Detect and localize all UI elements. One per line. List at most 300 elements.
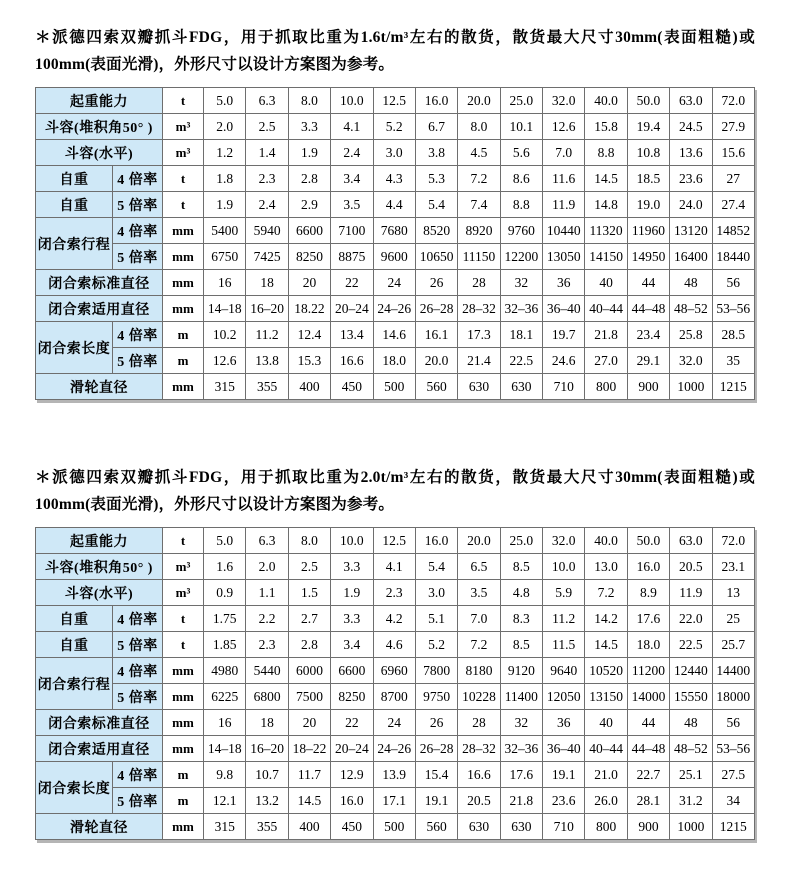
row-label: 滑轮直径 (36, 814, 163, 840)
value-cell: 1.75 (204, 606, 246, 632)
value-cell: 16.0 (415, 528, 457, 554)
value-cell: 22.7 (627, 762, 669, 788)
value-cell: 560 (415, 374, 457, 400)
value-cell: 2.3 (246, 632, 288, 658)
value-cell: 11.5 (543, 632, 585, 658)
value-cell: 9760 (500, 218, 542, 244)
row-label: 斗容(水平) (36, 140, 163, 166)
value-cell: 1215 (712, 814, 755, 840)
value-cell: 16.6 (331, 348, 373, 374)
value-cell: 4.1 (373, 554, 415, 580)
value-cell: 63.0 (670, 88, 712, 114)
value-cell: 5.3 (415, 166, 457, 192)
value-cell: 53–56 (712, 296, 755, 322)
value-cell: 26.0 (585, 788, 627, 814)
value-cell: 12.5 (373, 528, 415, 554)
value-cell: 21.8 (500, 788, 542, 814)
value-cell: 8.0 (288, 528, 330, 554)
value-cell: 44–48 (627, 296, 669, 322)
value-cell: 3.5 (331, 192, 373, 218)
value-cell: 1000 (670, 814, 712, 840)
value-cell: 13150 (585, 684, 627, 710)
value-cell: 1.9 (288, 140, 330, 166)
value-cell: 10.8 (627, 140, 669, 166)
unit-cell: t (163, 632, 204, 658)
value-cell: 17.6 (627, 606, 669, 632)
value-cell: 3.5 (458, 580, 500, 606)
value-cell: 3.3 (331, 606, 373, 632)
value-cell: 9120 (500, 658, 542, 684)
value-cell: 2.5 (288, 554, 330, 580)
value-cell: 8.3 (500, 606, 542, 632)
value-cell: 16 (204, 710, 246, 736)
value-cell: 7500 (288, 684, 330, 710)
value-cell: 11320 (585, 218, 627, 244)
value-cell: 1000 (670, 374, 712, 400)
value-cell: 13050 (543, 244, 585, 270)
value-cell: 8250 (331, 684, 373, 710)
value-cell: 0.9 (204, 580, 246, 606)
value-cell: 5.1 (415, 606, 457, 632)
value-cell: 35 (712, 348, 755, 374)
row-sublabel: 5 倍率 (113, 788, 163, 814)
value-cell: 25 (712, 606, 755, 632)
value-cell: 3.8 (415, 140, 457, 166)
value-cell: 27.9 (712, 114, 755, 140)
value-cell: 1215 (712, 374, 755, 400)
value-cell: 11200 (627, 658, 669, 684)
row-sublabel: 4 倍率 (113, 166, 163, 192)
value-cell: 2.9 (288, 192, 330, 218)
value-cell: 23.6 (670, 166, 712, 192)
value-cell: 2.8 (288, 632, 330, 658)
row-sublabel: 4 倍率 (113, 322, 163, 348)
value-cell: 8.6 (500, 166, 542, 192)
unit-cell: mm (163, 374, 204, 400)
value-cell: 24 (373, 270, 415, 296)
value-cell: 2.4 (331, 140, 373, 166)
table-row (36, 244, 755, 270)
value-cell: 36 (543, 710, 585, 736)
value-cell: 48–52 (670, 296, 712, 322)
value-cell: 28 (458, 710, 500, 736)
table-row (36, 88, 755, 114)
row-label: 自重 (36, 606, 113, 632)
value-cell: 10228 (458, 684, 500, 710)
value-cell: 8.0 (288, 88, 330, 114)
value-cell: 18.0 (627, 632, 669, 658)
unit-cell: mm (163, 658, 204, 684)
unit-cell: m³ (163, 554, 204, 580)
value-cell: 28.1 (627, 788, 669, 814)
value-cell: 12.9 (331, 762, 373, 788)
unit-cell: m³ (163, 114, 204, 140)
row-label: 斗容(堆积角50° ) (36, 554, 163, 580)
value-cell: 5400 (204, 218, 246, 244)
value-cell: 18000 (712, 684, 755, 710)
row-sublabel: 4 倍率 (113, 658, 163, 684)
value-cell: 10.2 (204, 322, 246, 348)
value-cell: 44–48 (627, 736, 669, 762)
value-cell: 29.1 (627, 348, 669, 374)
unit-cell: m (163, 348, 204, 374)
value-cell: 8.9 (627, 580, 669, 606)
value-cell: 1.9 (204, 192, 246, 218)
value-cell: 4.8 (500, 580, 542, 606)
value-cell: 17.6 (500, 762, 542, 788)
value-cell: 710 (543, 814, 585, 840)
value-cell: 355 (246, 814, 288, 840)
table-row (36, 322, 755, 348)
value-cell: 19.0 (627, 192, 669, 218)
value-cell: 26–28 (415, 296, 457, 322)
row-sublabel: 5 倍率 (113, 244, 163, 270)
value-cell: 14.2 (585, 606, 627, 632)
value-cell: 14–18 (204, 296, 246, 322)
value-cell: 7.2 (585, 580, 627, 606)
value-cell: 500 (373, 374, 415, 400)
intro-paragraph-1: ＊派德四索双瓣抓斗FDG，用于抓取比重为1.6t/m³左右的散货，散货最大尺寸30mm(表面粗糙)或100mm(表面光滑)，外形尺寸以设计方案图为参考。 (35, 29, 755, 73)
value-cell: 9600 (373, 244, 415, 270)
value-cell: 13 (712, 580, 755, 606)
value-cell: 10520 (585, 658, 627, 684)
value-cell: 10650 (415, 244, 457, 270)
value-cell: 4.5 (458, 140, 500, 166)
value-cell: 8700 (373, 684, 415, 710)
value-cell: 7100 (331, 218, 373, 244)
value-cell: 8.0 (458, 114, 500, 140)
value-cell: 20.5 (458, 788, 500, 814)
row-label: 闭合索行程 (36, 658, 113, 710)
unit-cell: mm (163, 684, 204, 710)
value-cell: 7.4 (458, 192, 500, 218)
unit-cell: t (163, 88, 204, 114)
spec-table-1 (35, 87, 755, 400)
table-row (36, 140, 755, 166)
row-sublabel: 5 倍率 (113, 192, 163, 218)
value-cell: 560 (415, 814, 457, 840)
value-cell: 14852 (712, 218, 755, 244)
value-cell: 800 (585, 814, 627, 840)
value-cell: 20 (288, 270, 330, 296)
value-cell: 13.9 (373, 762, 415, 788)
table-row (36, 580, 755, 606)
value-cell: 21.4 (458, 348, 500, 374)
value-cell: 27.5 (712, 762, 755, 788)
value-cell: 16 (204, 270, 246, 296)
value-cell: 23.1 (712, 554, 755, 580)
value-cell: 2.3 (246, 166, 288, 192)
value-cell: 16.6 (458, 762, 500, 788)
value-cell: 1.85 (204, 632, 246, 658)
value-cell: 400 (288, 374, 330, 400)
value-cell: 10.7 (246, 762, 288, 788)
spec-table-2 (35, 527, 755, 840)
value-cell: 22.5 (500, 348, 542, 374)
value-cell: 3.3 (331, 554, 373, 580)
value-cell: 10.0 (331, 528, 373, 554)
value-cell: 15.6 (712, 140, 755, 166)
value-cell: 18.22 (288, 296, 330, 322)
value-cell: 6000 (288, 658, 330, 684)
table-row (36, 788, 755, 814)
table-row (36, 814, 755, 840)
value-cell: 36–40 (543, 296, 585, 322)
value-cell: 25.1 (670, 762, 712, 788)
value-cell: 32 (500, 710, 542, 736)
value-cell: 355 (246, 374, 288, 400)
value-cell: 8.5 (500, 554, 542, 580)
value-cell: 6750 (204, 244, 246, 270)
value-cell: 24–26 (373, 296, 415, 322)
value-cell: 5.4 (415, 192, 457, 218)
value-cell: 40 (585, 270, 627, 296)
value-cell: 26–28 (415, 736, 457, 762)
value-cell: 14.6 (373, 322, 415, 348)
value-cell: 630 (500, 374, 542, 400)
value-cell: 900 (627, 814, 669, 840)
value-cell: 1.4 (246, 140, 288, 166)
value-cell: 8.5 (500, 632, 542, 658)
value-cell: 11.7 (288, 762, 330, 788)
table-row (36, 606, 755, 632)
value-cell: 32.0 (543, 88, 585, 114)
value-cell: 14.5 (585, 166, 627, 192)
value-cell: 27.0 (585, 348, 627, 374)
table-row (36, 762, 755, 788)
unit-cell: mm (163, 710, 204, 736)
intro-paragraph-2: ＊派德四索双瓣抓斗FDG，用于抓取比重为2.0t/m³左右的散货，散货最大尺寸30mm(表面粗糙)或100mm(表面光滑)，外形尺寸以设计方案图为参考。 (35, 469, 755, 513)
value-cell: 6.3 (246, 88, 288, 114)
value-cell: 3.3 (288, 114, 330, 140)
value-cell: 15550 (670, 684, 712, 710)
value-cell: 19.1 (415, 788, 457, 814)
value-cell: 15.4 (415, 762, 457, 788)
value-cell: 13.0 (585, 554, 627, 580)
value-cell: 14.5 (585, 632, 627, 658)
value-cell: 27 (712, 166, 755, 192)
value-cell: 8920 (458, 218, 500, 244)
value-cell: 13.2 (246, 788, 288, 814)
value-cell: 900 (627, 374, 669, 400)
value-cell: 11.2 (543, 606, 585, 632)
value-cell: 5.0 (204, 88, 246, 114)
unit-cell: t (163, 528, 204, 554)
value-cell: 14950 (627, 244, 669, 270)
unit-cell: m (163, 788, 204, 814)
row-label: 闭合索长度 (36, 322, 113, 374)
value-cell: 315 (204, 374, 246, 400)
value-cell: 20–24 (331, 296, 373, 322)
row-label: 闭合索标准直径 (36, 270, 163, 296)
value-cell: 7.2 (458, 166, 500, 192)
value-cell: 11.9 (543, 192, 585, 218)
table-row (36, 296, 755, 322)
value-cell: 24.6 (543, 348, 585, 374)
unit-cell: mm (163, 270, 204, 296)
value-cell: 6225 (204, 684, 246, 710)
table-row (36, 270, 755, 296)
value-cell: 25.7 (712, 632, 755, 658)
value-cell: 32–36 (500, 736, 542, 762)
value-cell: 18.0 (373, 348, 415, 374)
value-cell: 4.6 (373, 632, 415, 658)
value-cell: 400 (288, 814, 330, 840)
value-cell: 24 (373, 710, 415, 736)
value-cell: 12.1 (204, 788, 246, 814)
value-cell: 44 (627, 270, 669, 296)
value-cell: 6600 (288, 218, 330, 244)
value-cell: 7.0 (543, 140, 585, 166)
value-cell: 2.2 (246, 606, 288, 632)
unit-cell: t (163, 166, 204, 192)
unit-cell: mm (163, 244, 204, 270)
value-cell: 12.6 (204, 348, 246, 374)
value-cell: 18.1 (500, 322, 542, 348)
value-cell: 3.0 (415, 580, 457, 606)
value-cell: 12200 (500, 244, 542, 270)
value-cell: 28–32 (458, 296, 500, 322)
value-cell: 24.5 (670, 114, 712, 140)
value-cell: 4.2 (373, 606, 415, 632)
value-cell: 50.0 (627, 528, 669, 554)
value-cell: 500 (373, 814, 415, 840)
value-cell: 11.9 (670, 580, 712, 606)
value-cell: 12.4 (288, 322, 330, 348)
value-cell: 12050 (543, 684, 585, 710)
row-label: 自重 (36, 166, 113, 192)
value-cell: 53–56 (712, 736, 755, 762)
value-cell: 16400 (670, 244, 712, 270)
value-cell: 10.1 (500, 114, 542, 140)
value-cell: 19.4 (627, 114, 669, 140)
value-cell: 32.0 (543, 528, 585, 554)
value-cell: 14000 (627, 684, 669, 710)
value-cell: 6960 (373, 658, 415, 684)
value-cell: 11.6 (543, 166, 585, 192)
value-cell: 7800 (415, 658, 457, 684)
value-cell: 48 (670, 710, 712, 736)
value-cell: 23.4 (627, 322, 669, 348)
value-cell: 26 (415, 710, 457, 736)
value-cell: 15.3 (288, 348, 330, 374)
value-cell: 36–40 (543, 736, 585, 762)
value-cell: 15.8 (585, 114, 627, 140)
table-row (36, 684, 755, 710)
spec-section-1 (35, 24, 755, 400)
unit-cell: m (163, 322, 204, 348)
value-cell: 31.2 (670, 788, 712, 814)
value-cell: 10440 (543, 218, 585, 244)
value-cell: 11400 (500, 684, 542, 710)
value-cell: 14.5 (288, 788, 330, 814)
row-label: 闭合索标准直径 (36, 710, 163, 736)
value-cell: 10.0 (331, 88, 373, 114)
value-cell: 450 (331, 814, 373, 840)
value-cell: 21.0 (585, 762, 627, 788)
value-cell: 2.7 (288, 606, 330, 632)
value-cell: 16–20 (246, 736, 288, 762)
row-sublabel: 5 倍率 (113, 684, 163, 710)
value-cell: 18.5 (627, 166, 669, 192)
value-cell: 630 (458, 814, 500, 840)
value-cell: 56 (712, 710, 755, 736)
value-cell: 20.5 (670, 554, 712, 580)
value-cell: 7.2 (458, 632, 500, 658)
value-cell: 6600 (331, 658, 373, 684)
value-cell: 40–44 (585, 736, 627, 762)
value-cell: 14–18 (204, 736, 246, 762)
value-cell: 19.7 (543, 322, 585, 348)
value-cell: 315 (204, 814, 246, 840)
value-cell: 5.2 (373, 114, 415, 140)
value-cell: 34 (712, 788, 755, 814)
value-cell: 8250 (288, 244, 330, 270)
value-cell: 24–26 (373, 736, 415, 762)
value-cell: 2.5 (246, 114, 288, 140)
value-cell: 2.3 (373, 580, 415, 606)
value-cell: 3.4 (331, 166, 373, 192)
value-cell: 1.6 (204, 554, 246, 580)
value-cell: 11.2 (246, 322, 288, 348)
value-cell: 8.8 (500, 192, 542, 218)
value-cell: 20.0 (458, 88, 500, 114)
unit-cell: mm (163, 736, 204, 762)
table-row (36, 374, 755, 400)
value-cell: 5440 (246, 658, 288, 684)
table-row (36, 192, 755, 218)
row-label: 自重 (36, 192, 113, 218)
value-cell: 72.0 (712, 528, 755, 554)
value-cell: 13.6 (670, 140, 712, 166)
value-cell: 14400 (712, 658, 755, 684)
value-cell: 22 (331, 710, 373, 736)
value-cell: 18 (246, 710, 288, 736)
value-cell: 48 (670, 270, 712, 296)
row-sublabel: 4 倍率 (113, 762, 163, 788)
value-cell: 8520 (415, 218, 457, 244)
unit-cell: t (163, 192, 204, 218)
value-cell: 800 (585, 374, 627, 400)
row-label: 闭合索适用直径 (36, 736, 163, 762)
value-cell: 12.5 (373, 88, 415, 114)
value-cell: 18 (246, 270, 288, 296)
row-sublabel: 5 倍率 (113, 348, 163, 374)
value-cell: 12440 (670, 658, 712, 684)
value-cell: 5.4 (415, 554, 457, 580)
value-cell: 5.0 (204, 528, 246, 554)
value-cell: 2.8 (288, 166, 330, 192)
unit-cell: m (163, 762, 204, 788)
value-cell: 13120 (670, 218, 712, 244)
table-row (36, 554, 755, 580)
table-row (36, 348, 755, 374)
value-cell: 22.5 (670, 632, 712, 658)
row-sublabel: 4 倍率 (113, 606, 163, 632)
value-cell: 27.4 (712, 192, 755, 218)
value-cell: 9640 (543, 658, 585, 684)
value-cell: 48–52 (670, 736, 712, 762)
unit-cell: m³ (163, 140, 204, 166)
row-label: 起重能力 (36, 528, 163, 554)
row-label: 斗容(堆积角50° ) (36, 114, 163, 140)
spec-section-2 (35, 464, 755, 840)
value-cell: 24.0 (670, 192, 712, 218)
value-cell: 40.0 (585, 88, 627, 114)
value-cell: 6.5 (458, 554, 500, 580)
value-cell: 25.8 (670, 322, 712, 348)
value-cell: 1.1 (246, 580, 288, 606)
